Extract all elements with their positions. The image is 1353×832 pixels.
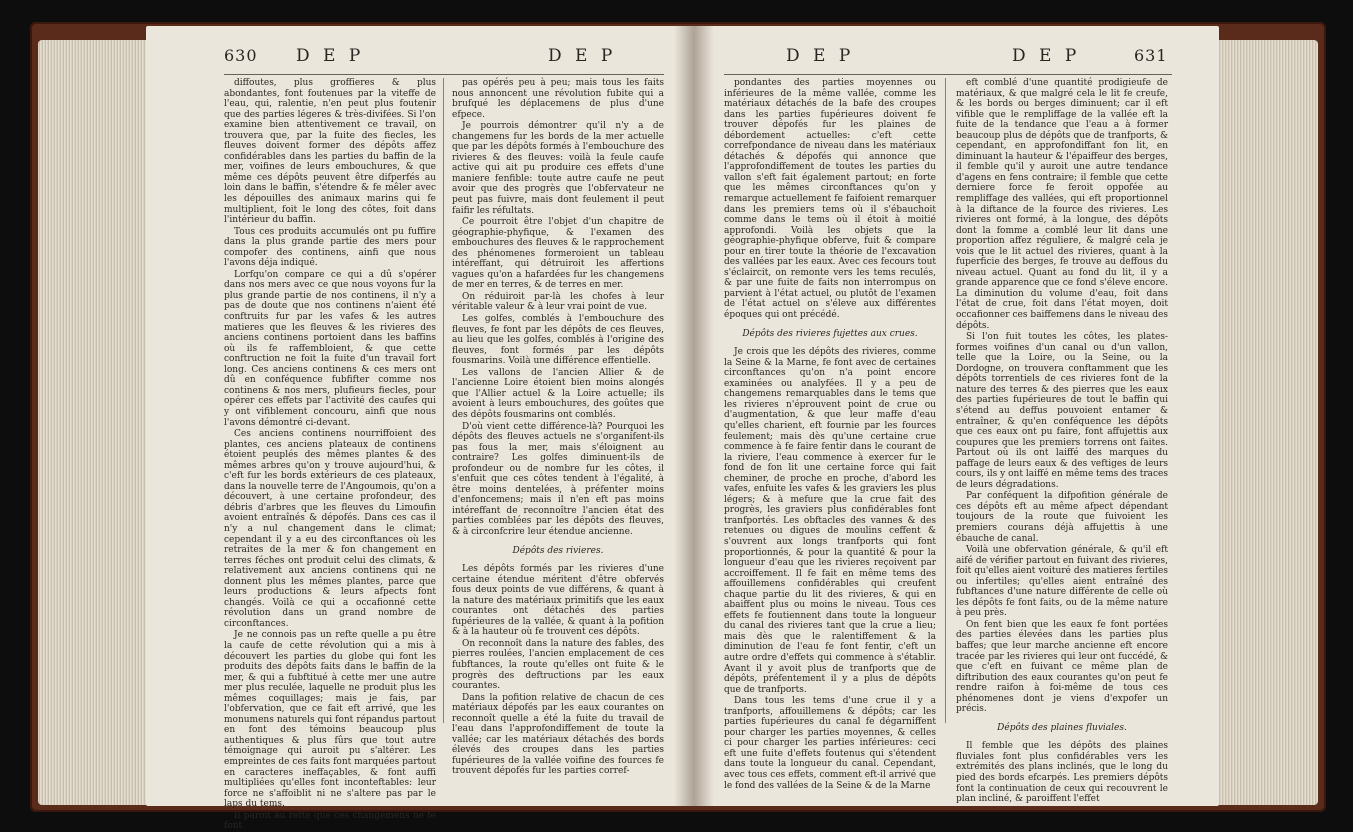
- left-page: [146, 26, 694, 832]
- header-rule: [724, 74, 1172, 75]
- paragraph: Je pourrois démontrer qu'il n'y a de changemens fur les bords de la mer actuelle que par les dépôts formés à l'embouchure des rivieres & des fleuves: voilà la feule caufe active qui ait pu produire ces effets d'une maniere fenfible: toute autre caufe ne peut avoir que des progrès que l'obfervateur ne peut pas fuivre, mais dont feulement il peut faifir les réfultats.: [452, 121, 664, 216]
- section-heading: Dépôts des plaines fluviales.: [997, 722, 1127, 733]
- right-page-header: [694, 46, 1219, 68]
- section-heading: Dépôts des rivieres.: [512, 545, 604, 556]
- column-divider: [443, 78, 444, 723]
- paragraph: On fent bien que les eaux fe font portées des parties élevées dans les parties plus baffes; que leur marche ancienne eft encore tracée par les rivieres qui leur ont fuccédé, & que c'eft en fuivant ce même plan de diftribution des eaux courantes qu'on peut fe rendre raifon à foi-même de tous ces phénomenes dont je viens d'expofer un précis.: [956, 619, 1168, 715]
- paragraph: Les golfes, comblés à l'embouchure des fleuves, fe font par les dépôts de ces fleuves, au lieu que les golfes, comblés à l'origine des fleuves, font formés par les dépôts fousmarins. Voilà une différence effentielle.: [452, 314, 664, 367]
- running-head: D E P: [296, 46, 365, 66]
- paragraph: Ces anciens continens nourriffoient des plantes, ces anciens plateaux de continens étoient peuplés des mêmes plantes & des mêmes arbres qu'on y trouve aujourd'hui, & c'eft fur les bords extérieurs de ces plateaux, dans la nouvelle terre de l'Angoumois, qu'on a découvert, à une certaine profondeur, des débris d'arbres que les fleuves du Limoufin avoient entraînés & dépofés. Dans ces cas il n'y a nul changement dans le climat; cependant il y a eu des circonftances où les retraites de la mer & fon changement en terres féches ont produit celui des climats, & relativement aux anciens continens qui ne donnent plus les mêmes plantes, parce que leurs productions & leurs afpects font changés. Voilà ce qui a occafionné cette révolution dans un grand nombre de circonftances.: [224, 429, 436, 629]
- paragraph: Dans tous les tems d'une crue il y a tranfports, affouillemens & dépôts; car les parties fupérieures du canal fe dégarniffent pour charger les parties moyennes, & celles ci pour charger les parties inférieures: ceci eft une fuite d'effets foutenus qui s'étendent dans toute la longueur du canal. Cependant, avec tous ces effets, comment eft-il arrivé que le fond des vallées de la Seine & de la Marne: [724, 696, 936, 791]
- paragraph: D'où vient cette différence-là? Pourquoi les dépôts des fleuves actuels ne s'organifent-ils pas fous la mer, mais s'éloignent au contraire? Les golfes diminuent-ils de profondeur ou de nombre fur les côtes, il s'enfuit que ces côtes tendent à l'égalité, à être moins dentelées, à préfenter moins d'enfoncemens; mais il n'en eft pas moins intéreffant de reconnoître l'ancien état des parties comblées par les dépôts des fleuves, & à circonfcrire leur étendue ancienne.: [452, 421, 664, 537]
- column-divider: [945, 78, 946, 723]
- paragraph: On reconnoît dans la nature des fables, des pierres roulées, l'ancien emplacement de ces fubftances, la route qu'elles ont fuite & le progrès des deftructions par les eaux courantes.: [452, 638, 664, 692]
- running-head: D E P: [1012, 46, 1081, 66]
- paragraph: Dans la pofition relative de chacun de ces matériaux dépofés par les eaux courantes on reconnoît quelle a été la fuite du travail de l'eau dans l'approfondiffement de toute la vallée; car les matériaux détachés des bords élevés des croupes dans les parties fupérieures de la vallée voifine des fources fe trouvent dépofés fur les parties corref-: [452, 692, 664, 777]
- paragraph: Ce pourroit être l'objet d'un chapitre de géographie-phyfique, & l'examen des embouchures des fleuves & le rapprochement des phénomenes formeroient un tableau intéreffant, qui détruiroit les affertions vagues qu'on a hafardées fur les changemens de mer en terres, & de terres en mer.: [452, 217, 664, 291]
- paragraph: Les dépôts formés par les rivieres d'une certaine étendue méritent d'être obfervés fous deux points de vue différens, & quant à la nature des matériaux primitifs que les eaux courantes ont détachés des parties fupérieures de la vallée, & quant à la pofition & à la hauteur où fe trouvent ces dépôts.: [452, 564, 664, 638]
- right-column-2: [956, 78, 1168, 805]
- paragraph: pas opérés peu à peu; mais tous les faits nous annoncent une révolution fubite qui a brufqué les déplacemens de plus d'une efpece.: [452, 78, 664, 120]
- page-number: 631: [1134, 46, 1168, 65]
- paragraph: Lorfqu'on compare ce qui a dû s'opérer dans nos mers avec ce que nous voyons fur la plus grande partie de nos continens, il n'y a pas de doute que nos continens n'aient été conftruits fur par les vafes & les autres matieres que les fleuves & les rivieres des anciens continens portoient dans les baffins où ils fe raffembloient, & que cette conftruction ne foit la fuite d'un travail fort long. Ces anciens continens & ces mers ont dû en conféquence fubfifter comme nos continens & nos mers, plufieurs fiecles, pour opérer ces effets par l'activité des caufes qui y ont vifiblement concouru, ainfi que nous l'avons démontré ci-devant.: [224, 269, 436, 428]
- page-edges-right: [1218, 40, 1318, 805]
- header-rule: [224, 74, 664, 75]
- paragraph: pondantes des parties moyennes ou inférieures de la même vallée, comme les matériaux détachés de la bafe des croupes dans les parties fupérieures doivent fe trouver dépofés fur les plaines de débordement actuelles: c'eft cette correfpondance de niveau dans les matériaux détachés & dépofés qui annonce que l'approfondiffement de toutes les parties du vallon s'eft fait également partout; en forte que les mêmes circonftances qu'on y remarque actuellement fe faifoient remarquer dans les premiers tems où il s'ébauchoit comme dans le tems où il étoit à moitié approfondi. Voilà les objets que la géographie-phyfique obferve, fuit & compare pour en tirer toute la théorie de l'excavation des vallées par les eaux. Avec ces fecours tout s'éclaircit, on remonte vers les tems reculés, & par une fuite de faits non interrompus on parvient à l'état actuel, ou plutôt de l'examen de l'état actuel on s'éleve aux différentes époques qui ont précédé.: [724, 78, 936, 321]
- paragraph: Par conféquent la difpofition générale de ces dépôts eft au même afpect dépendant toujours de la route que fuivoient les premiers courans déjà affujettis à une ébauche de canal.: [956, 491, 1168, 544]
- paragraph: Il femble que les dépôts des plaines fluviales font plus confidérables vers les extrémités des plans inclinés, que le long du pied des bords efcarpés. Les premiers dépôts font la continuation de ceux qui recouvrent le plan incliné, & paroiffent l'effet: [956, 741, 1168, 805]
- right-page: [694, 26, 1219, 806]
- paragraph: eft comblé d'une quantité prodigieufe de matériaux, & que malgré cela le lit fe creufe, & les bords ou berges diminuent; car il eft vifible que le rempliffage de la vallée eft la fuite de la tendance que l'eau a à former beaucoup plus de dépôts que de tranfports, & cependant, en approfondiffant fon lit, en diminuant la hauteur & l'épaiffeur des berges, il femble qu'il y auroit une autre tendance d'agens en fens contraire; il femble que cette derniere force fe feroit oppofée au rempliffage des vallées, qui eft proportionnel à la diftance de la fource des rivieres. Les rivieres ont formé, à la longue, des dépôts dont la fomme a comblé leur lit dans une proportion affez réguliere, & malgré cela je vois que le lit actuel des rivieres, quant à la fuperficie des berges, fe trouve au deffous du niveau actuel. Quant au fond du lit, il y a grande apparence que ce fond s'éleve encore. La diminution du volume d'eau, foit dans l'état de crue, foit dans l'état moyen, doit occafionner ces baiffemens dans le niveau des dépôts.: [956, 78, 1169, 331]
- right-column-1: [724, 78, 936, 791]
- paragraph: Les vallons de l'ancien Allier & de l'ancienne Loire étoient bien moins alongés que l'Allier actuel & la Loire actuelle; ils avoient à leurs embouchures, des goûtes que des dépôts fousmarins ont comblés.: [452, 367, 664, 420]
- running-head: D E P: [786, 46, 855, 66]
- section-heading: Dépôts des rivieres fujettes aux crues.: [742, 328, 918, 339]
- paragraph: Si l'on fuit toutes les côtes, les plates-formes voifines d'un canal ou d'un vallon, telle que la Loire, ou la Seine, ou la Dordogne, on trouvera conftamment que les dépôts torrentiels de ces rivieres font de la nature des terres & des pierres que les eaux des parties fupérieures de tout le baffin qui s'étend au deffus pouvoient entamer & entraîner, & qu'en conféquence les dépôts que ces eaux ont pu faire, font affujettis aux coupures que les premiers torrens ont faites. Partout où ils ont laiffé des marques du paffage de leurs eaux & des veftiges de leurs cours, ils y ont laiffé en même tems des traces de leurs dégradations.: [956, 332, 1168, 490]
- paragraph: Je crois que les dépôts des rivieres, comme la Seine & la Marne, fe font avec de certaines circonftances qu'on n'a point encore examinées ou analyfées. Il y a peu de changemens remarquables dans le tems que les rivieres n'éprouvent point de crue ou d'augmentation, & que leur maffe d'eau qu'elles charient, eft fournie par les fources feulement; mais dès qu'une certaine crue commence à fe faire fentir dans le courant de la riviere, l'eau commence à exercer fur le fond de fon lit une certaine force qui fait cheminer, de proche en proche, d'abord les vafes, enfuite les vafes & les graviers les plus légers; & à mefure que la crue fait des progrès, les graviers plus confidérables font tranfportés. Les obftacles des vannes & des retenues ou digues de moulins ceffent & s'ouvrent aux longs tranfports qui font proportionnés, & pour la quantité & pour la longueur d'eau que les rivieres reçoivent par accroiffement. Il fe fait en même tems des affouillemens confidérables qui creufent chaque partie du lit des rivieres, & qui en abaiffent plus ou moins le niveau. Tous ces effets fe foutiennent dans toute la longueur du canal des rivieres tant que la crue a lieu; mais dès que le ralentiffement & la diminution de l'eau fe font fentir, c'eft un autre ordre d'effets qui commence à s'établir. Avant il y avoit plus de tranfports que de dépôts, préfentement il y a plus de dépôts que de tranfports.: [724, 347, 936, 695]
- paragraph: diffoutes, plus groffieres & plus abondantes, font foutenues par la viteffe de l'eau, qui, ralentie, n'en peut plus foutenir que des parties légeres & très-divifées. Si l'on examine bien attentivement ce travail, on trouvera que, par la fuite des fiecles, les fleuves doivent former des dépôts affez confidérables dans les parties du baffin de la mer, voifines de leurs embouchures, & que même ces dépôts peuvent être difperfés au loin dans le baffin, s'étendre & fe mêler avec les dépouilles des animaux marins qui fe multiplient, foit le long des côtes, foit dans l'intérieur du baffin.: [224, 78, 436, 226]
- page-edges-left: [38, 40, 146, 805]
- page-number: 630: [224, 46, 258, 65]
- paragraph: Il paroît au refte que ces changemens ne fe font: [224, 810, 436, 832]
- left-column-1: [224, 78, 436, 832]
- paragraph: Tous ces produits accumulés ont pu fuffire dans la plus grande partie des mers pour compofer des continens, ainfi que nous l'avons déja indiqué.: [224, 226, 436, 269]
- paragraph: On réduiroit par-là les chofes à leur véritable valeur & à leur vrai point de vue.: [452, 291, 664, 313]
- left-page-header: [146, 46, 694, 68]
- running-head: D E P: [548, 46, 617, 66]
- left-column-2: [452, 78, 664, 777]
- paragraph: Voilà une obfervation générale, & qu'il eft aifé de vérifier partout en fuivant des rivieres, foit qu'elles aient voituré des matieres fertiles ou infertiles; qu'elles aient entraîné des fubftances d'une nature différente de celle où les dépôts fe font faits, ou de la même nature à peu près.: [956, 545, 1168, 619]
- paragraph: Je ne connois pas un refte quelle a pu être la caufe de cette révolution qui a mis à découvert les parties du globe qui font les produits des dépôts faits dans le baffin de la mer, & qui a fubftitué à cette mer une autre mer plus reculée, laquelle ne produit plus les mêmes coquillages; mais je fais, par l'obfervation, que ce fait eft arrivé, que les monumens naturels qui font répandus partout en font des témoins beaucoup plus authentiques & plus fûrs que tout autre témoignage qui auroit pu s'altérer. Les empreintes de ces faits font marquées partout en caracteres ineffaçables, & font auffi multipliées qu'elles font inconteftables: leur force ne s'affoiblit ni ne s'altere pas par le laps du tems.: [224, 630, 436, 810]
